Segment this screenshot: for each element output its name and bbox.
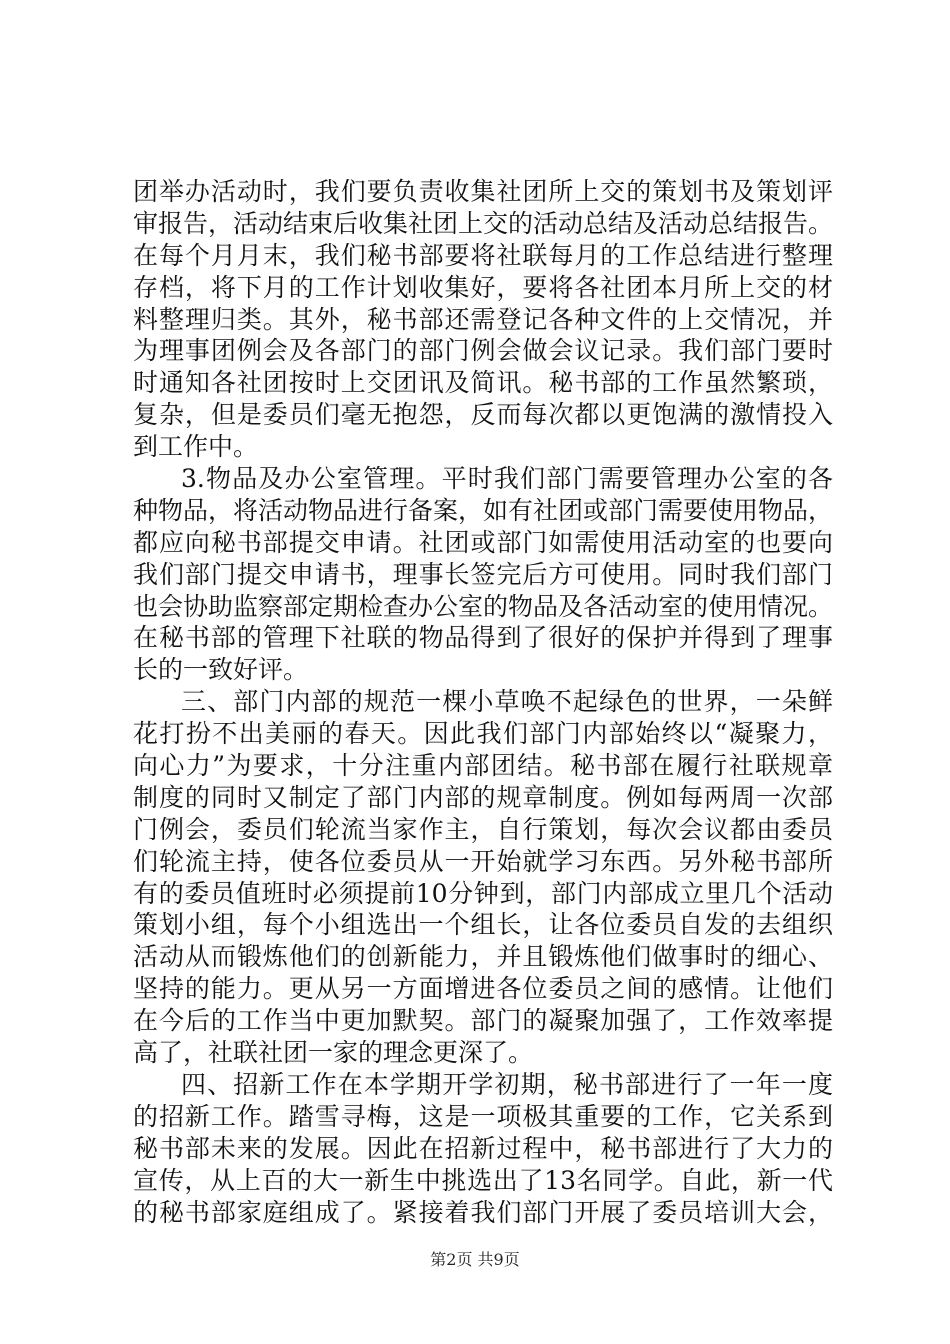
page-footer: 第2页 共9页 — [430, 1250, 520, 1269]
text-line: 审报告，活动结束后收集社团上交的活动总结及活动总结报告。 — [133, 208, 834, 238]
text-line: 种物品，将活动物品进行备案，如有社团或部门需要使用物品， — [133, 495, 834, 525]
text-line: 向心力”为要求，十分注重内部团结。秘书部在履行社联规章 — [133, 751, 833, 781]
text-line: 们轮流主持，使各位委员从一开始就学习东西。另外秘书部所 — [133, 846, 833, 876]
text-line: 策划小组，每个小组选出一个组长，让各位委员自发的去组织 — [133, 910, 833, 940]
text-line: 有的委员值班时必须提前10分钟到，部门内部成立里几个活动 — [133, 878, 833, 908]
text-line: 时通知各社团按时上交团讯及简讯。秘书部的工作虽然繁琐， — [133, 368, 833, 398]
text-line: 制度的同时又制定了部门内部的规章制度。例如每两周一次部 — [133, 782, 833, 812]
text-line: 在每个月月末，我们秘书部要将社联每月的工作总结进行整理 — [133, 240, 833, 270]
text-line: 长的一致好评。 — [133, 655, 309, 685]
text-line: 活动从而锻炼他们的创新能力，并且锻炼他们做事时的细心、 — [133, 942, 833, 972]
text-line: 在秘书部的管理下社联的物品得到了很好的保护并得到了理事 — [133, 623, 833, 653]
text-line: 复杂，但是委员们毫无抱怨，反而每次都以更饱满的激情投入 — [133, 400, 833, 430]
text-line: 四、招新工作在本学期开学初期，秘书部进行了一年一度 — [181, 1069, 833, 1099]
text-line: 3.物品及办公室管理。平时我们部门需要管理办公室的各 — [181, 464, 833, 494]
text-line: 都应向秘书部提交申请。社团或部门如需使用活动室的也要向 — [133, 527, 833, 557]
document-body — [133, 176, 833, 1228]
text-line: 我们部门提交申请书，理事长签完后方可使用。同时我们部门 — [133, 559, 833, 589]
text-line: 也会协助监察部定期检查办公室的物品及各活动室的使用情况。 — [133, 591, 834, 621]
text-line: 三、部门内部的规范一棵小草唤不起绿色的世界，一朵鲜 — [181, 687, 833, 717]
text-line: 的秘书部家庭组成了。紧接着我们部门开展了委员培训大会， — [133, 1197, 833, 1227]
text-line: 在今后的工作当中更加默契。部门的凝聚加强了，工作效率提 — [133, 1006, 833, 1036]
text-line: 团举办活动时，我们要负责收集社团所上交的策划书及策划评 — [133, 177, 833, 206]
text-line: 坚持的能力。更从另一方面增进各位委员之间的感情。让他们 — [133, 974, 833, 1004]
text-line: 的招新工作。踏雪寻梅，这是一项极其重要的工作，它关系到 — [133, 1101, 833, 1131]
text-line: 为理事团例会及各部门的部门例会做会议记录。我们部门要时 — [133, 336, 833, 366]
text-line: 高了，社联社团一家的理念更深了。 — [133, 1038, 534, 1068]
text-line: 花打扮不出美丽的春天。因此我们部门内部始终以“凝聚力， — [133, 719, 833, 749]
text-line: 秘书部未来的发展。因此在招新过程中，秘书部进行了大力的 — [133, 1133, 833, 1163]
text-line: 宣传，从上百的大一新生中挑选出了13名同学。自此，新一代 — [133, 1165, 833, 1195]
text-line: 存档，将下月的工作计划收集好，要将各社团本月所上交的材 — [133, 272, 833, 302]
text-line: 门例会，委员们轮流当家作主，自行策划，每次会议都由委员 — [133, 814, 833, 844]
text-line: 到工作中。 — [133, 432, 259, 462]
text-line: 料整理归类。其外，秘书部还需登记各种文件的上交情况，并 — [133, 304, 833, 334]
